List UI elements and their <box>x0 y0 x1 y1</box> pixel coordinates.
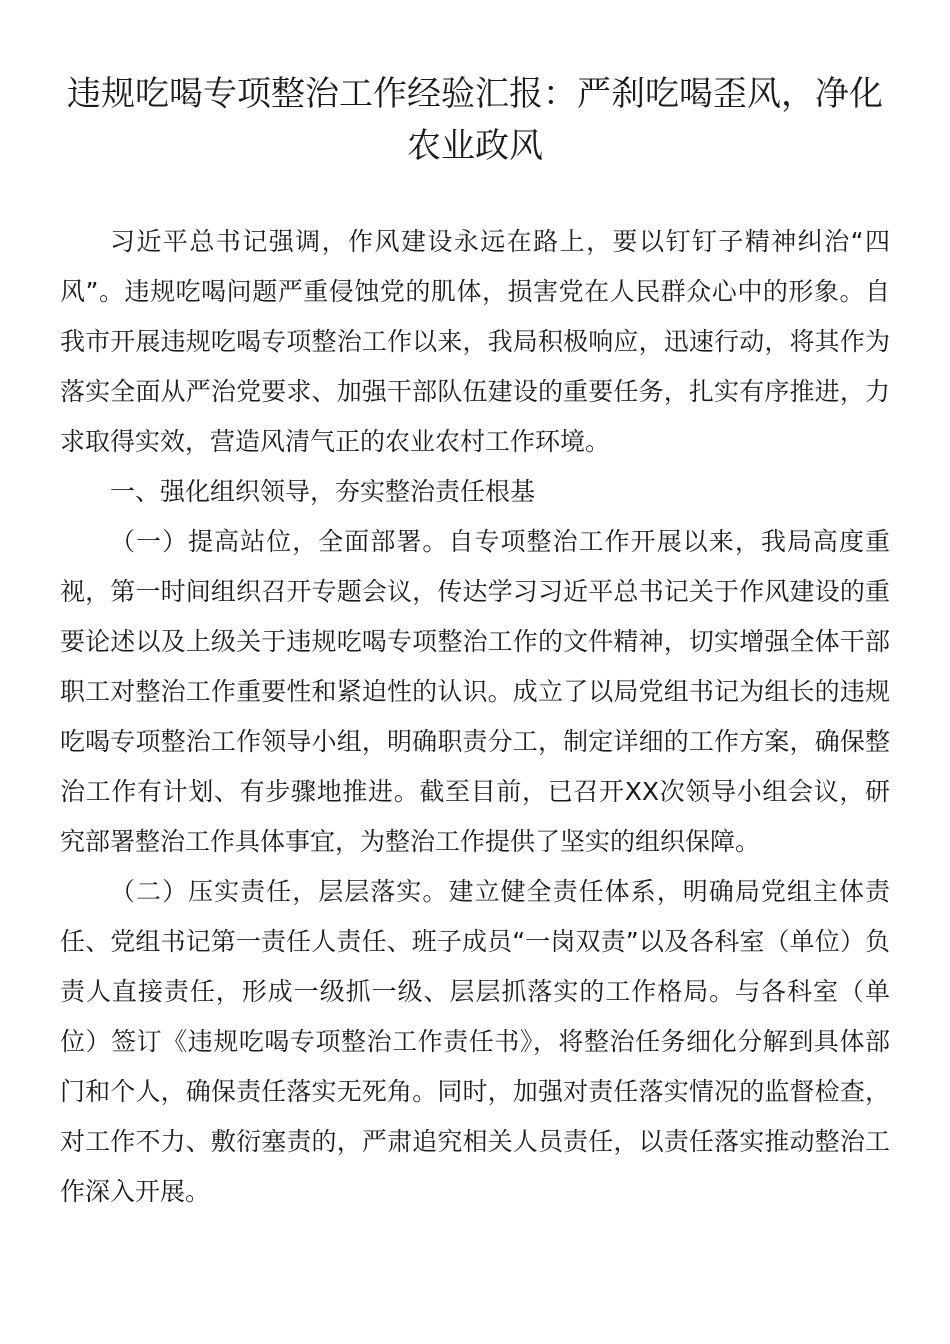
intro-paragraph: 习近平总书记强调，作风建设永远在路上，要以钉钉子精神纠治“四风”。违规吃喝问题严重侵蚀党的肌体，损害党在人民群众心中的形象。自我市开展违规吃喝专项整治工作以来，我局积极响应，迅速行动，将其作为落实全面从严治党要求、加强干部队伍建设的重要任务，扎实有序推进，力求取得实效，营造风清气正的农业农村工作环境。 <box>60 227 890 456</box>
section-heading-1: 一、强化组织领导，夯实整治责任根基 <box>110 477 536 506</box>
subsection-paragraph-1: （一）提高站位，全面部署。自专项整治工作开展以来，我局高度重视，第一时间组织召开专题会议，传达学习习近平总书记关于作风建设的重要论述以及上级关于违规吃喝专项整治工作的文件精神，切实增强全体干部职工对整治工作重要性和紧迫性的认识。成立了以局党组书记为组长的违规吃喝专项整治工作领导小组，明确职责分工，制定详细的工作方案，确保整治工作有计划、有步骤地推进。截至目前，已召开XX次领导小组会议，研究部署整治工作具体事宜，为整治工作提供了坚实的组织保障。 <box>60 527 890 856</box>
subsection-paragraph-2: （二）压实责任，层层落实。建立健全责任体系，明确局党组主体责任、党组书记第一责任人责任、班子成员“一岗双责”以及各科室（单位）负责人直接责任，形成一级抓一级、层层抓落实的工作格局。与各科室（单位）签订《违规吃喝专项整治工作责任书》，将整治任务细化分解到具体部门和个人，确保责任落实无死角。同时，加强对责任落实情况的监督检查，对工作不力、敷衍塞责的，严肃追究相关人员责任，以责任落实推动整治工作深入开展。 <box>60 877 890 1206</box>
document-title: 违规吃喝专项整治工作经验汇报：严刹吃喝歪风，净化农业政风 <box>67 74 883 166</box>
document-body <box>60 217 890 1217</box>
